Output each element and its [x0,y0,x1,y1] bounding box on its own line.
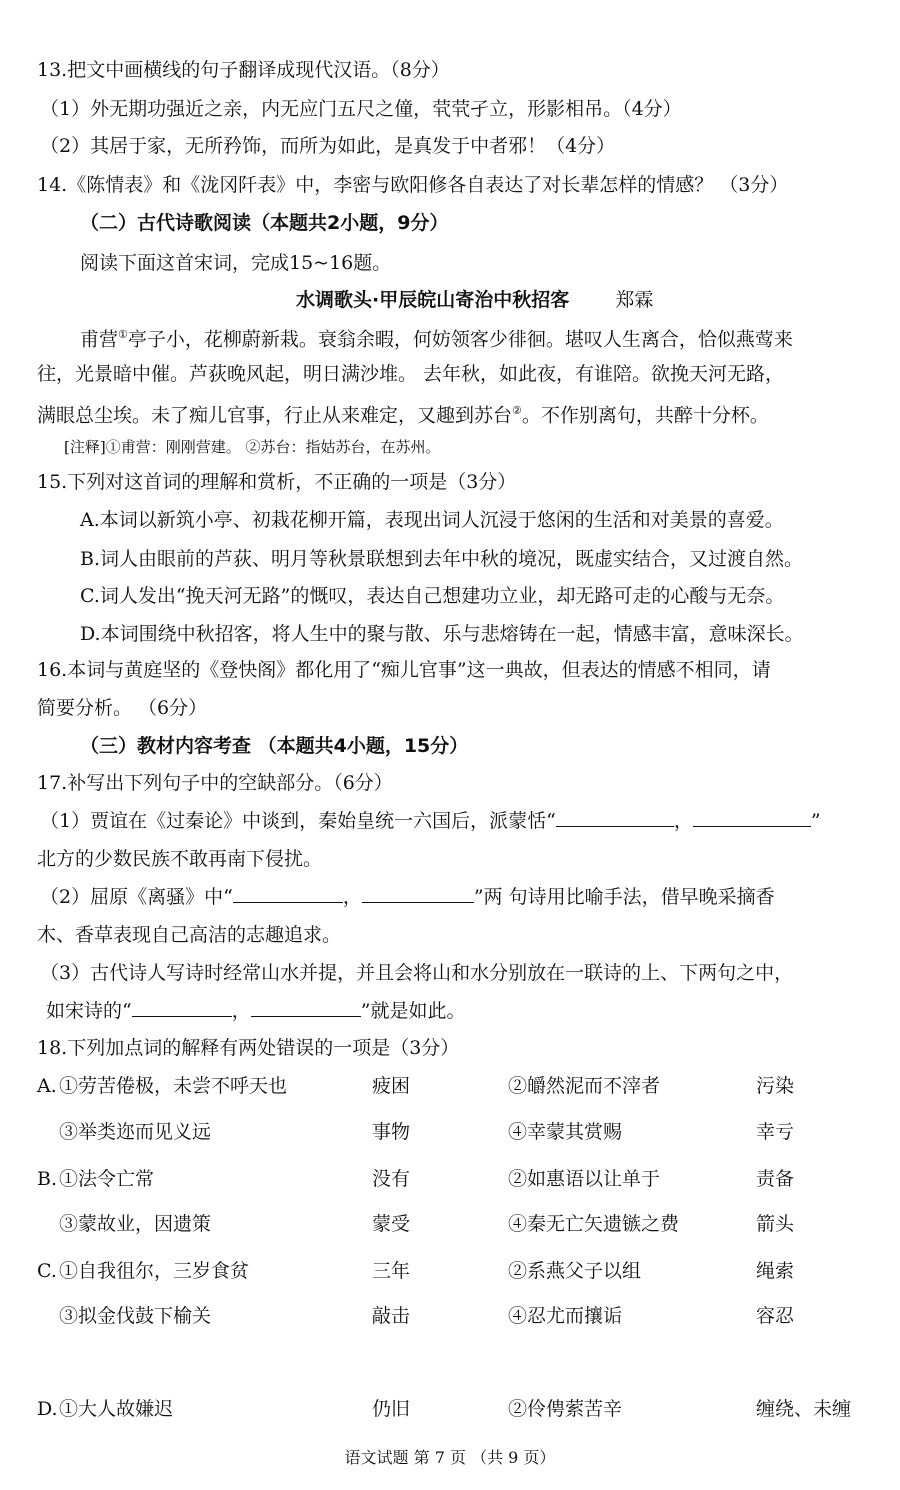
poem-author: 郑霖 [615,289,654,311]
q17-item1: （1）贾谊在《过秦论》中谈到，秦始皇统一六国后，派蒙恬“ ， ” [40,810,821,832]
note-marker-1: ① [118,328,128,341]
q18-meaning: 三年 [372,1260,411,1282]
q18-meaning: 容忍 [756,1305,795,1327]
q18-meaning: 没有 [372,1168,411,1190]
q13-stem: 13.把文中画横线的句子翻译成现代汉语。（8分） [37,59,450,81]
q15-option-d: D.本词围绕中秋招客，将人生中的聚与散、乐与悲熔铸在一起，情感丰富，意味深长。 [80,623,804,645]
note-marker-2: ② [512,404,522,417]
q18-meaning: 箭头 [756,1213,795,1235]
q14-stem: 14.《陈情表》和《泷冈阡表》中，李密与欧阳修各自表达了对长辈怎样的情感？ （3分） [37,174,789,196]
q18-item: ①大人故嫌迟 [59,1398,174,1420]
q18-item: ④忍尤而攘诟 [508,1305,623,1327]
q18-item: ①法令亡常 [59,1168,155,1190]
q18-option-prefix: B. [37,1168,58,1190]
fill-blank[interactable] [251,998,361,1017]
q18-option-prefix: D. [37,1398,58,1420]
q18-meaning: 绳索 [756,1260,795,1282]
q13-sub2: （2）其居于家，无所矜饰，而所为如此，是真发于中者邪！（4分） [40,135,616,157]
q13-sub1: （1）外无期功强近之亲，内无应门五尺之僮，茕茕孑立，形影相吊。（4分） [40,98,682,120]
q18-meaning: 幸亏 [756,1121,795,1143]
fill-blank[interactable] [556,808,674,827]
q18-item: ②伶俜萦苦辛 [508,1398,623,1420]
q16-line-2: 简要分析。 （6分） [37,697,208,719]
q18-item: ③举类迩而见义远 [59,1121,212,1143]
page-footer: 语文试题 第 7 页 （共 9 页） [344,1448,556,1467]
q18-item: ①自我徂尔，三岁食贫 [59,1260,250,1282]
q18-item: ③蒙故业，因遗策 [59,1213,212,1235]
fill-blank[interactable] [233,884,343,903]
section2-title: （二）古代诗歌阅读（本题共2小题，9分） [80,212,449,234]
poem-line-1: 甫营①亭子小，花柳蔚新栽。衰翁余暇，何妨领客少徘徊。堪叹人生离合，恰似燕莺来 [80,328,793,351]
q18-item: ③拟金伐鼓下榆关 [59,1305,212,1327]
q15-option-c: C.词人发出“挽天河无路”的慨叹，表达自己想建功立业，却无路可走的心酸与无奈。 [80,585,785,607]
q17-item2: （2）屈原《离骚》中“ ， ”两 句诗用比喻手法，借早晚采摘香 [40,886,775,908]
q18-meaning: 蒙受 [372,1213,411,1235]
q18-option-prefix: A. [37,1075,57,1097]
q17-item1-cont: 北方的少数民族不敢再南下侵扰。 [37,848,323,870]
fill-blank[interactable] [362,884,474,903]
poem-line-2: 往，光景暗中催。芦荻晚风起，明日满沙堆。 去年秋，如此夜，有谁陪。欲挽天河无路， [37,363,785,385]
q17-stem: 17.补写出下列句子中的空缺部分。（6分） [37,772,393,794]
q17-item3: （3）古代诗人写诗时经常山水并提，并且会将山和水分别放在一联诗的上、下两句之中， [40,962,794,984]
q18-meaning: 污染 [756,1075,795,1097]
q18-stem: 18.下列加点词的解释有两处错误的一项是（3分） [37,1037,460,1059]
q15-option-a: A.本词以新筑小亭、初栽花柳开篇，表现出词人沉浸于悠闲的生活和对美景的喜爱。 [80,509,784,531]
q18-item: ②如惠语以让单于 [508,1168,661,1190]
q18-meaning: 事物 [372,1121,411,1143]
q18-item: ②系燕父子以组 [508,1260,642,1282]
q18-item: ②皭然泥而不滓者 [508,1075,661,1097]
q17-item2-cont: 木、香草表现自己高洁的志趣追求。 [37,924,342,946]
q18-meaning: 疲困 [372,1075,411,1097]
q17-item3-cont: 如宋诗的“ ， ”就是如此。 [46,1000,466,1022]
poem-header [296,287,653,313]
q18-option-prefix: C. [37,1260,57,1282]
q18-item: ①劳苦倦极，未尝不呼天也 [59,1075,288,1097]
poem-line-3: 满眼总尘埃。未了痴儿官事，行止从来难定，又趣到苏台②。不作别离句，共醉十分杯。 [37,404,769,427]
q18-meaning: 责备 [756,1168,795,1190]
section3-title: （三）教材内容考查 （本题共4小题，15分） [80,735,469,757]
section2-intro: 阅读下面这首宋词，完成15~16题。 [80,252,392,274]
q15-option-b: B.词人由眼前的芦荻、明月等秋景联想到去年中秋的境况，既虚实结合，又过渡自然。 [80,548,804,570]
fill-blank[interactable] [693,808,811,827]
q18-meaning: 仍旧 [372,1398,411,1420]
q18-item: ④秦无亡矢遗镞之费 [508,1213,680,1235]
poem-title: 水调歌头·甲辰皖山寄治中秋招客 [296,289,570,311]
q18-item: ④幸蒙其赏赐 [508,1121,623,1143]
q15-stem: 15.下列对这首词的理解和赏析，不正确的一项是（3分） [37,471,517,493]
q16-line-1: 16.本词与黄庭坚的《登快阁》都化用了“痴儿官事”这一典故，但表达的情感不相同，请 [37,659,771,681]
fill-blank[interactable] [132,998,232,1017]
q18-meaning: 缠绕、未缠 [756,1398,852,1420]
poem-note: [注释]①甫营：刚刚营建。 ②苏台：指姑苏台，在苏州。 [64,438,441,456]
q18-meaning: 敲击 [372,1305,411,1327]
